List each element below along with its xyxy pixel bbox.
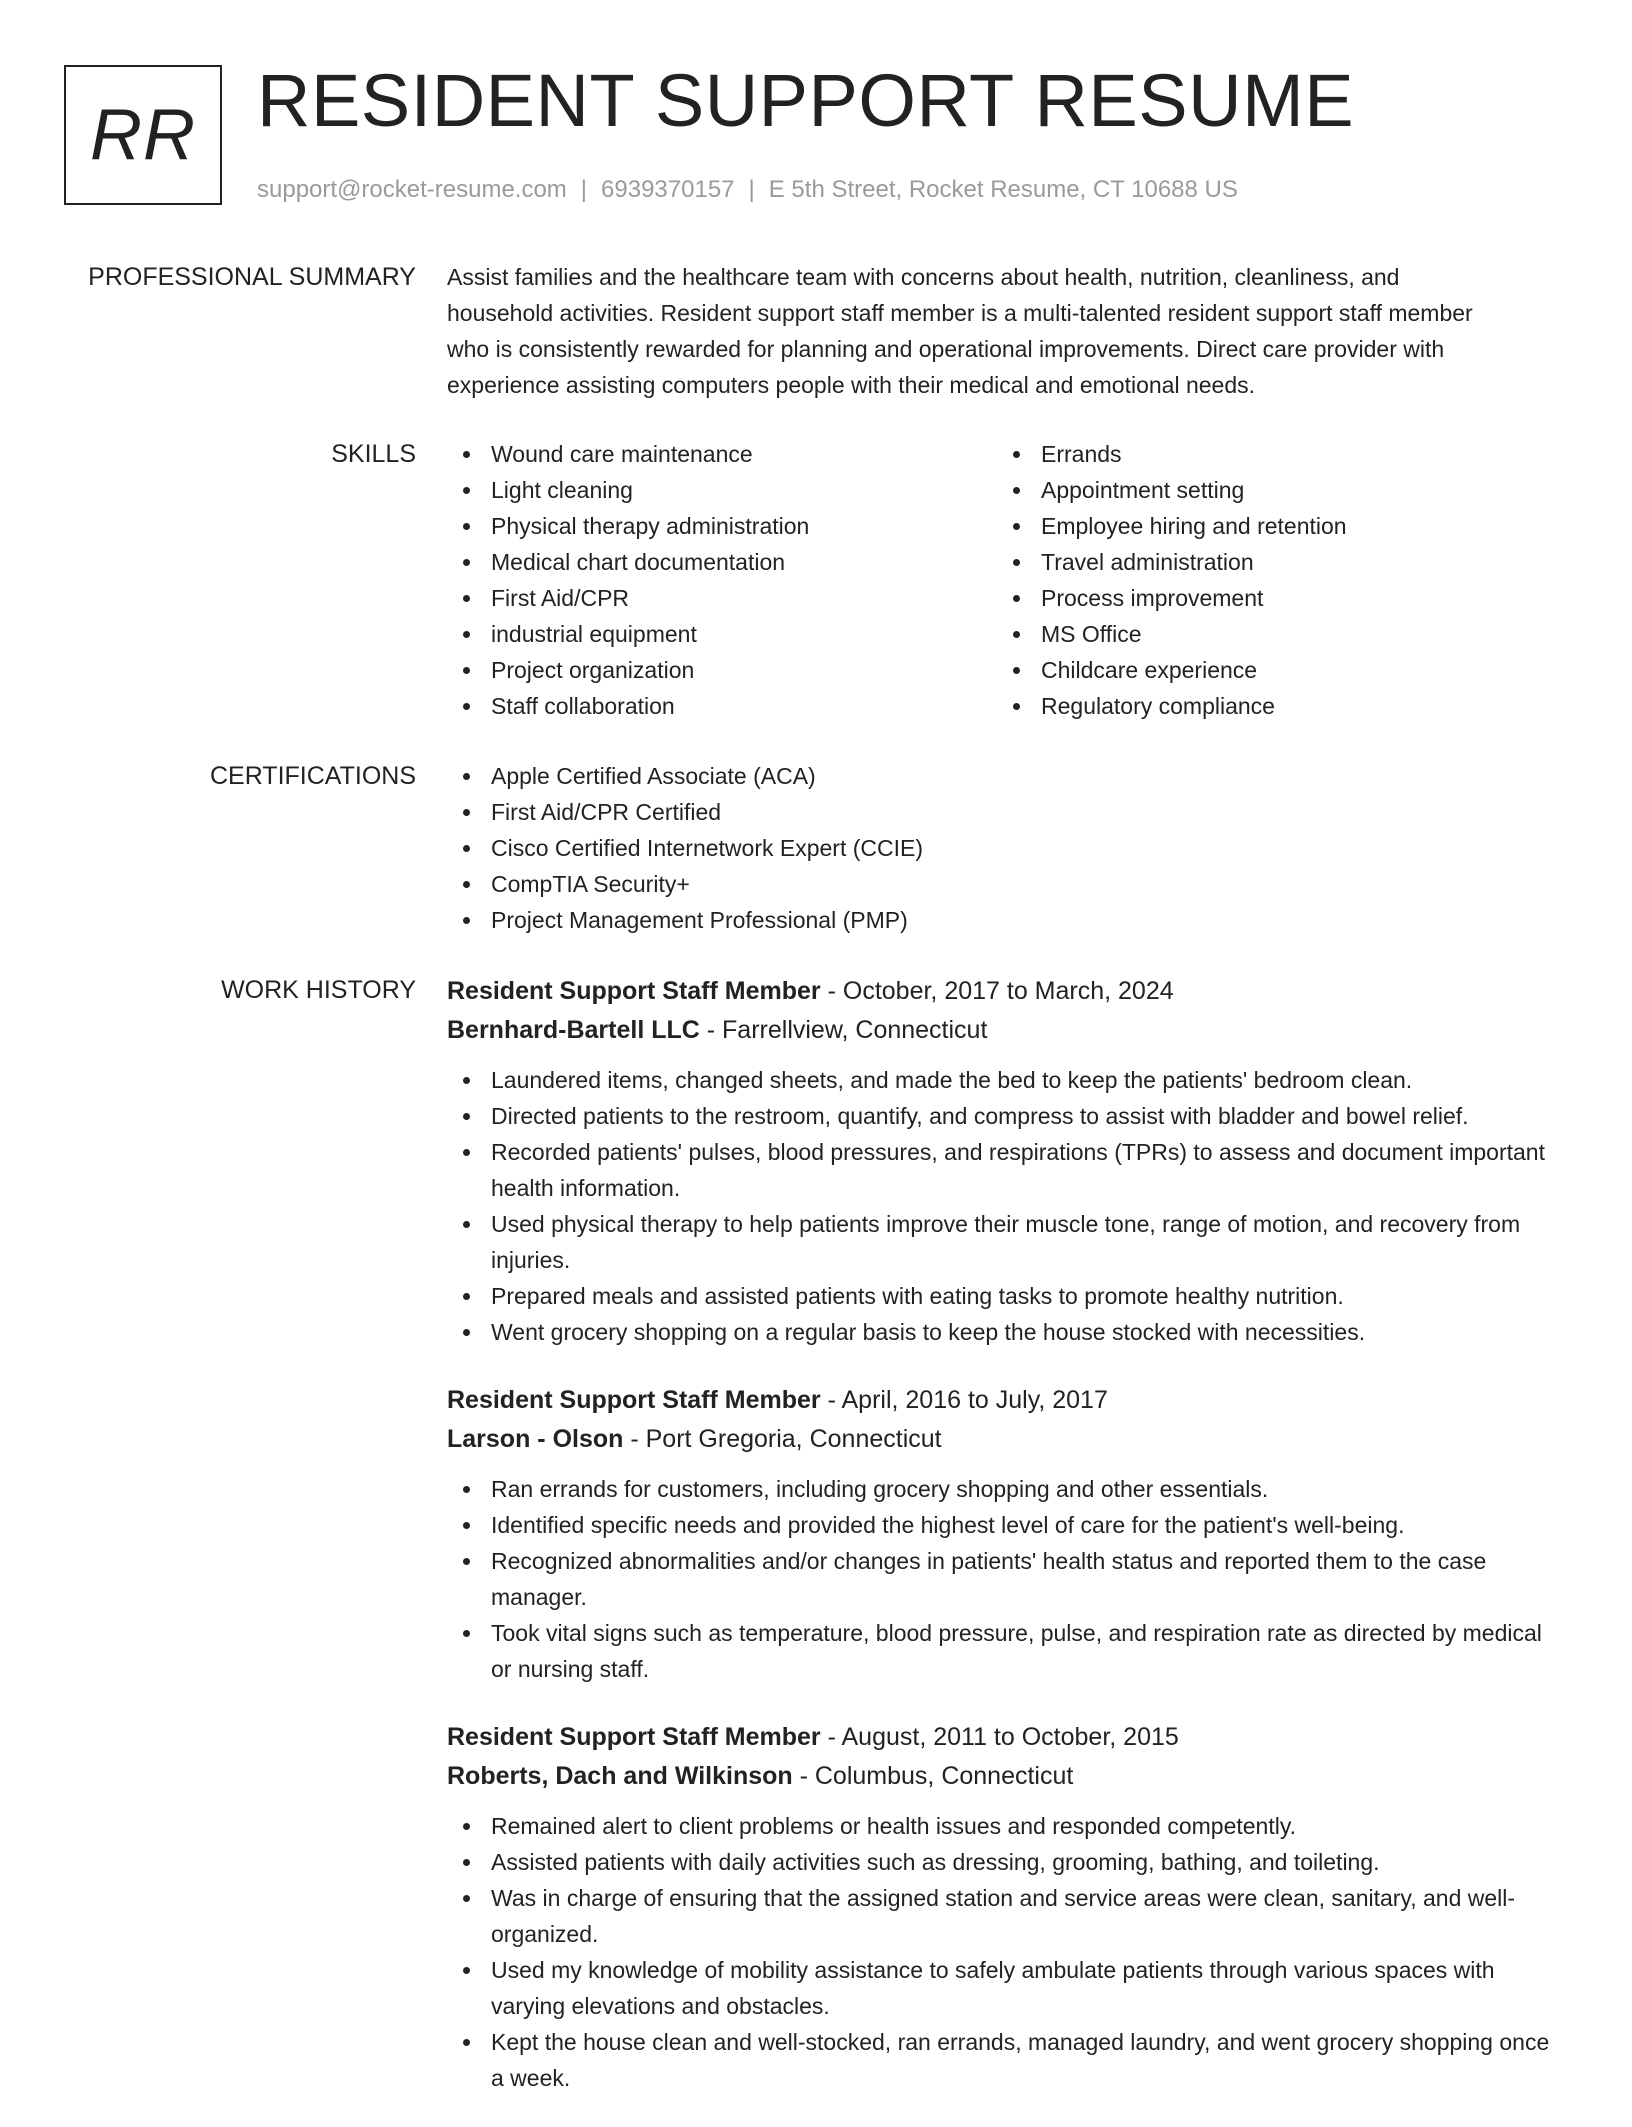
contact-phone: 6939370157 [601,176,735,203]
job-duty-item: Was in charge of ensuring that the assigned station and service areas were clean, sanitary, and well-organized. [447,1880,1567,1952]
skills-list-left [447,436,997,724]
certifications-list [447,758,1567,938]
monogram-initials: RR [90,95,196,175]
skill-item: Process improvement [997,580,1547,616]
contact-email: support@rocket-resume.com [257,176,567,203]
job-company: Bernhard-Bartell LLC [447,1016,700,1044]
skill-item: Childcare experience [997,652,1547,688]
job-dates: - April, 2016 to July, 2017 [820,1386,1108,1414]
skill-item: Project organization [447,652,997,688]
job-company: Larson - Olson [447,1425,624,1453]
job-title-line [447,1718,1567,1757]
work-history-body [447,972,1567,2127]
skill-item: Physical therapy administration [447,508,997,544]
job-entry [447,1718,1567,2096]
skill-item: Staff collaboration [447,688,997,724]
job-entry [447,972,1567,1350]
job-duty-item: Kept the house clean and well-stocked, ran errands, managed laundry, and went grocery shopping once a week. [447,2024,1567,2096]
skill-item: Appointment setting [997,472,1547,508]
certification-item: First Aid/CPR Certified [447,794,1567,830]
job-entry [447,1381,1567,1687]
skill-item: Travel administration [997,544,1547,580]
skill-item: Employee hiring and retention [997,508,1547,544]
skills-body [447,436,1567,724]
job-duty-item: Recognized abnormalities and/or changes in patients' health status and reported them to the case manager. [447,1543,1567,1615]
job-duty-item: Used physical therapy to help patients improve their muscle tone, range of motion, and recovery from injuries. [447,1206,1567,1278]
job-company-line [447,1757,1567,1796]
summary-text: Assist families and the healthcare team with concerns about health, nutrition, cleanliness, and household activities. Resident support staff member is a multi-talented resident support staff member who is consistently rewarded for planning and operational improvements. Direct care provider with experience assisting computers people with their medical and emotional needs. [447,264,1473,398]
job-dates: - October, 2017 to March, 2024 [820,977,1174,1005]
skill-item: Light cleaning [447,472,997,508]
job-company-line [447,1011,1567,1050]
job-location: - Farrellview, Connecticut [699,1016,988,1044]
job-duty-item: Directed patients to the restroom, quantify, and compress to assist with bladder and bowel relief. [447,1098,1567,1134]
job-dates: - August, 2011 to October, 2015 [820,1723,1179,1751]
job-duty-item: Remained alert to client problems or health issues and responded competently. [447,1808,1567,1844]
job-duties-list [447,1062,1567,1350]
job-title-line [447,972,1567,1011]
job-duty-item: Laundered items, changed sheets, and made the bed to keep the patients' bedroom clean. [447,1062,1567,1098]
job-duty-item: Prepared meals and assisted patients with eating tasks to promote healthy nutrition. [447,1278,1567,1314]
skill-item: First Aid/CPR [447,580,997,616]
job-duty-item: Recorded patients' pulses, blood pressures, and respirations (TPRs) to assess and document important health information. [447,1134,1567,1206]
job-duties-list [447,1808,1567,2096]
job-title: Resident Support Staff Member [447,1723,821,1751]
resume-header [64,59,1568,214]
skill-item: MS Office [997,616,1547,652]
certification-item: Apple Certified Associate (ACA) [447,758,1567,794]
contact-separator: | [580,176,588,203]
contact-address: E 5th Street, Rocket Resume, CT 10688 US [768,176,1238,203]
job-duty-item: Took vital signs such as temperature, blood pressure, pulse, and respiration rate as directed by medical or nursing staff. [447,1615,1567,1687]
job-duty-item: Went grocery shopping on a regular basis to keep the house stocked with necessities. [447,1314,1567,1350]
job-duty-item: Identified specific needs and provided the highest level of care for the patient's well-being. [447,1507,1567,1543]
skill-item: Wound care maintenance [447,436,997,472]
skill-item: Errands [997,436,1547,472]
job-company-line [447,1420,1567,1459]
summary-heading: PROFESSIONAL SUMMARY [88,263,416,291]
skills-list-right [997,436,1547,724]
job-location: - Columbus, Connecticut [792,1762,1074,1790]
skill-item: Regulatory compliance [997,688,1547,724]
certification-item: Cisco Certified Internetwork Expert (CCIE) [447,830,1567,866]
job-location: - Port Gregoria, Connecticut [623,1425,942,1453]
contact-line [257,176,1238,204]
job-title: Resident Support Staff Member [447,1386,821,1414]
certifications-heading: CERTIFICATIONS [209,762,416,790]
monogram-logo [64,65,222,205]
job-title: Resident Support Staff Member [447,977,821,1005]
contact-separator: | [748,176,755,203]
certifications-body [447,758,1567,938]
resume-title: RESIDENT SUPPORT RESUME [257,59,1355,142]
job-company: Roberts, Dach and Wilkinson [447,1762,793,1790]
certification-item: CompTIA Security+ [447,866,1567,902]
work-history-heading: WORK HISTORY [221,976,416,1004]
job-duties-list [447,1471,1567,1687]
job-duty-item: Assisted patients with daily activities such as dressing, grooming, bathing, and toileting. [447,1844,1567,1880]
skill-item: industrial equipment [447,616,997,652]
certification-item: Project Management Professional (PMP) [447,902,1567,938]
summary-body [447,259,1567,403]
job-duty-item: Used my knowledge of mobility assistance to safely ambulate patients through various spaces with varying elevations and obstacles. [447,1952,1567,2024]
job-title-line [447,1381,1567,1420]
skill-item: Medical chart documentation [447,544,997,580]
skills-heading: SKILLS [331,440,416,468]
job-duty-item: Ran errands for customers, including grocery shopping and other essentials. [447,1471,1567,1507]
